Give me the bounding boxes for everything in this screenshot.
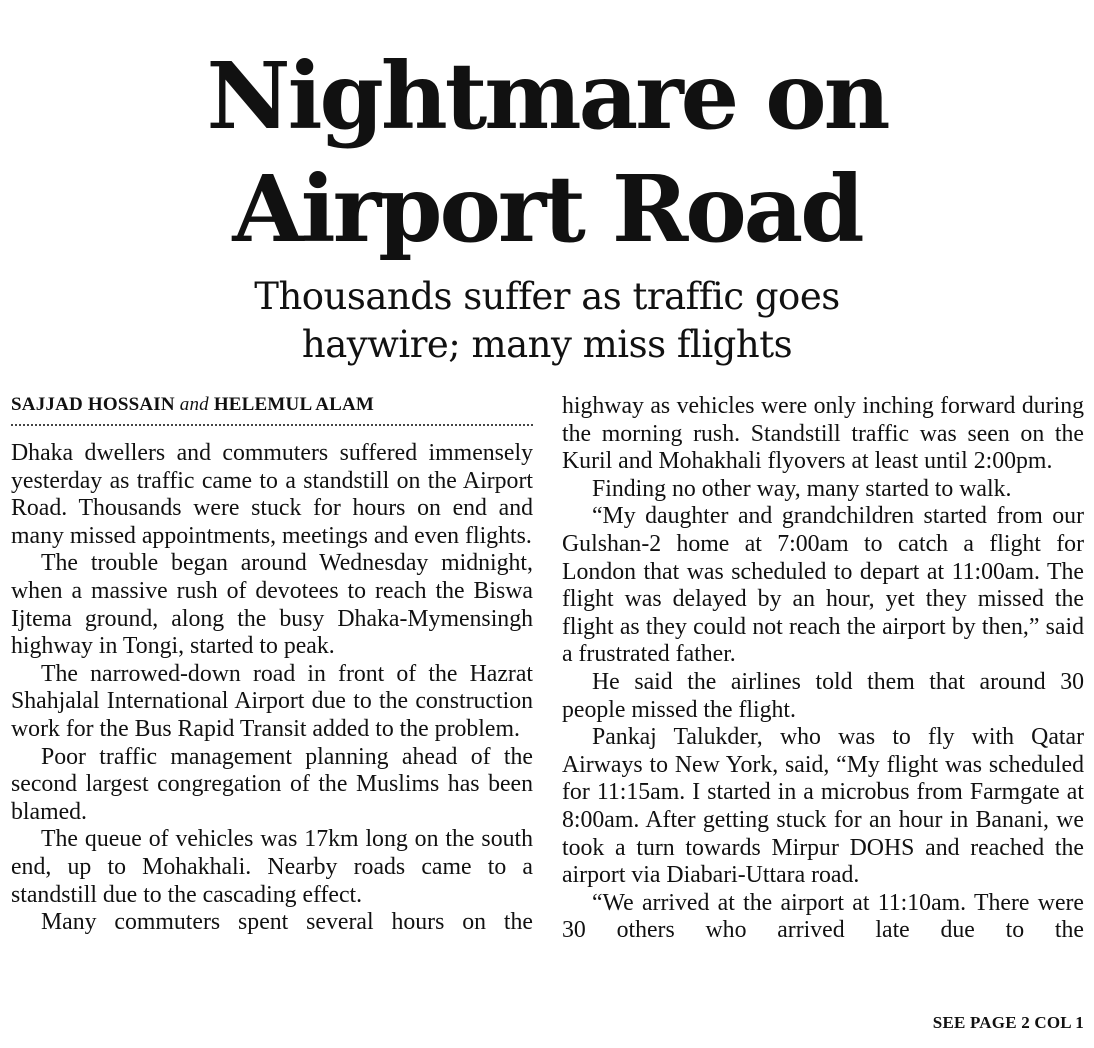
subheadline-line-1: Thousands suffer as traffic goes [254, 275, 840, 318]
byline-conjunction: and [179, 394, 209, 415]
headline-line-2: Airport Road [232, 155, 862, 263]
subheadline-line-2: haywire; many miss flights [301, 323, 793, 366]
byline [11, 392, 533, 426]
article-paragraph: The trouble began around Wednesday midnight, when a massive rush of devotees to reach the Biswa Ijtema ground, along the busy Dhaka-Mymensingh highway in Tongi, started to peak. [11, 550, 533, 660]
article-paragraph: “We arrived at the airport at 11:10am. There were 30 others who arrived late due to the [562, 889, 1084, 944]
left-column [11, 392, 533, 937]
article-paragraph: Pankaj Talukder, who was to fly with Qatar Airways to New York, said, “My flight was scheduled for 11:15am. I started in a microbus from Farmgate at 8:00am. After getting stuck for an hour in Banani, we took a turn towards Mirpur DOHS and reached the airport via Diabari-Uttara road. [562, 724, 1084, 889]
article-paragraph: Many commuters spent several hours on the [41, 909, 533, 936]
right-column [562, 393, 1084, 945]
headline-line-1: Nightmare on [206, 42, 888, 150]
article-paragraph: He said the airlines told them that around 30 people missed the flight. [562, 668, 1084, 723]
subheadline [0, 273, 1094, 369]
article-paragraph: Dhaka dwellers and commuters suffered immensely yesterday as traffic came to a standstill on the Airport Road. Thousands were stuck for hours on end and many missed appointments, meetings and even flights. [11, 440, 533, 549]
jump-line: SEE PAGE 2 COL 1 [932, 1013, 1084, 1032]
article-paragraph: The queue of vehicles was 17km long on the south end, up to Mohakhali. Nearby roads came to a standstill due to the cascading effect. [11, 826, 533, 908]
byline-author-1: SAJJAD HOSSAIN [11, 394, 175, 415]
headline [0, 40, 1094, 266]
article-paragraph: The narrowed-down road in front of the Hazrat Shahjalal International Airport due to the construction work for the Bus Rapid Transit added to the problem. [11, 660, 533, 742]
article-paragraph: “My daughter and grandchildren started from our Gulshan-2 home at 7:00am to catch a flight for London that was scheduled to depart at 11:00am. The flight was delayed by an hour, yet they missed the flight as they could not reach the airport by then,” said a frustrated father. [562, 503, 1084, 668]
article-paragraph: Finding no other way, many started to walk. [592, 475, 1012, 502]
article-paragraph: highway as vehicles were only inching forward during the morning rush. Standstill traffic was seen on the Kuril and Mohakhali flyovers at least until 2:00pm. [562, 393, 1084, 475]
byline-author-2: HELEMUL ALAM [213, 394, 375, 415]
article-paragraph: Poor traffic management planning ahead of the second largest congregation of the Muslims has been blamed. [11, 743, 533, 825]
